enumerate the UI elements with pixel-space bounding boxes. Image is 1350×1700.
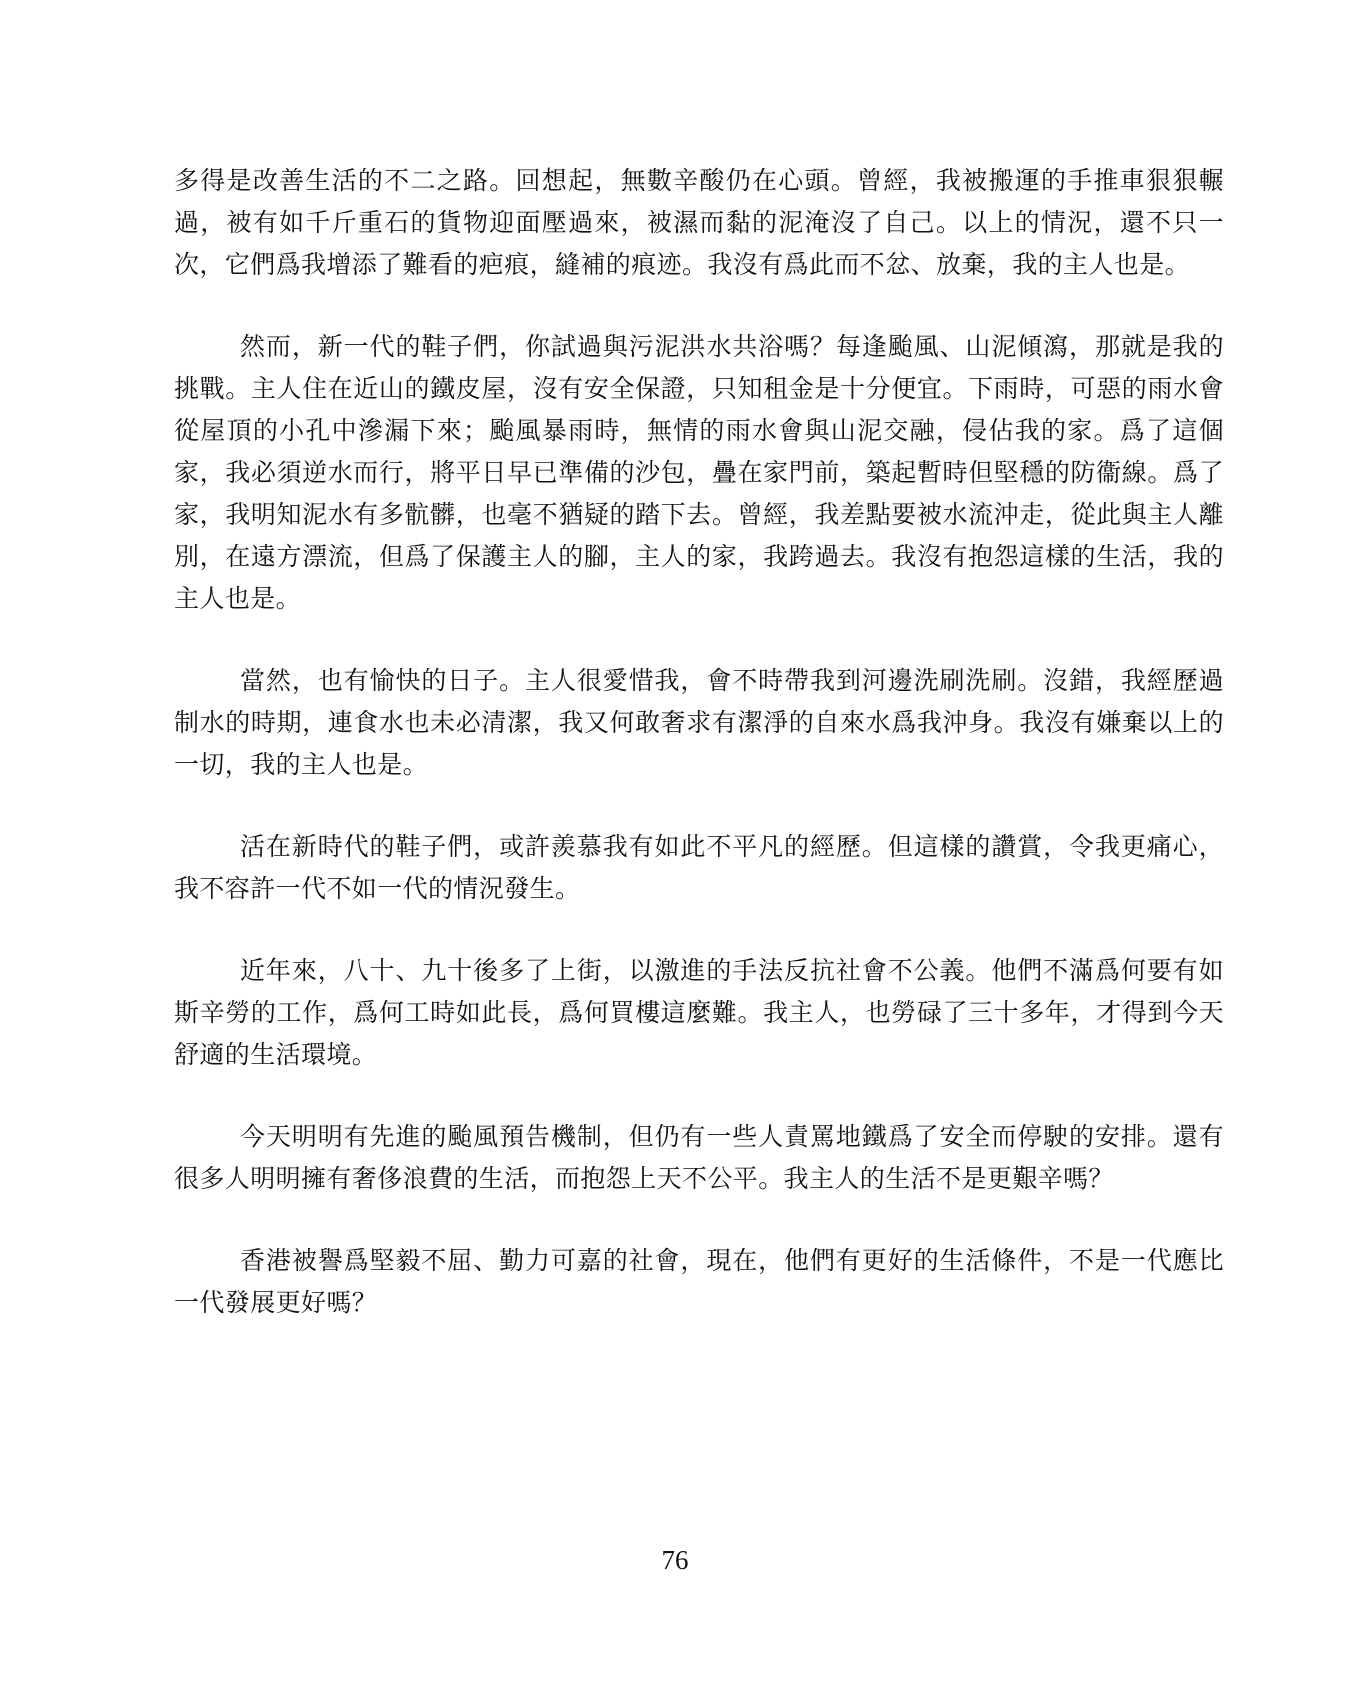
paragraph-6: 今天明明有先進的颱風預告機制，但仍有一些人責罵地鐵爲了安全而停駛的安排。還有很多人明明擁有奢侈浪費的生活，而抱怨上天不公平。我主人的生活不是更艱辛嗎？ — [174, 1122, 1224, 1193]
paragraph-1: 多得是改善生活的不二之路。回想起，無數辛酸仍在心頭。曾經，我被搬運的手推車狠狠輾過，被有如千斤重石的貨物迎面壓過來，被濕而黏的泥淹沒了自己。以上的情況，還不只一次，它們爲我增添了難看的疤痕，縫補的痕迹。我沒有爲此而不忿、放棄，我的主人也是。 — [174, 166, 1224, 279]
page-number: 76 — [661, 1545, 689, 1575]
paragraph-5: 近年來，八十、九十後多了上街，以激進的手法反抗社會不公義。他們不滿爲何要有如斯辛勞的工作，爲何工時如此長，爲何買樓這麼難。我主人，也勞碌了三十多年，才得到今天舒適的生活環境。 — [174, 956, 1224, 1069]
paragraph-4: 活在新時代的鞋子們，或許羨慕我有如此不平凡的經歷。但這樣的讚賞，令我更痛心，我不容許一代不如一代的情況發生。 — [174, 832, 1224, 903]
paragraph-3: 當然，也有愉快的日子。主人很愛惜我，會不時帶我到河邊洗刷洗刷。沒錯，我經歷過制水的時期，連食水也未必清潔，我又何敢奢求有潔淨的自來水爲我沖身。我沒有嫌棄以上的一切，我的主人也是。 — [174, 666, 1224, 779]
paragraph-7: 香港被譽爲堅毅不屈、勤力可嘉的社會，現在，他們有更好的生活條件，不是一代應比一代發展更好嗎？ — [174, 1246, 1224, 1317]
paragraph-2: 然而，新一代的鞋子們，你試過與污泥洪水共浴嗎？每逢颱風、山泥傾瀉，那就是我的挑戰。主人住在近山的鐵皮屋，沒有安全保證，只知租金是十分便宜。下雨時，可惡的雨水會從屋頂的小孔中滲漏下來；颱風暴雨時，無情的雨水會與山泥交融，侵佔我的家。爲了這個家，我必須逆水而行，將平日早已準備的沙包，疊在家門前，築起暫時但堅穩的防衞線。爲了家，我明知泥水有多骯髒，也毫不猶疑的踏下去。曾經，我差點要被水流沖走，從此與主人離別，在遠方漂流，但爲了保護主人的腳，主人的家，我跨過去。我沒有抱怨這樣的生活，我的主人也是。 — [174, 332, 1224, 613]
body-text — [174, 160, 1224, 1364]
